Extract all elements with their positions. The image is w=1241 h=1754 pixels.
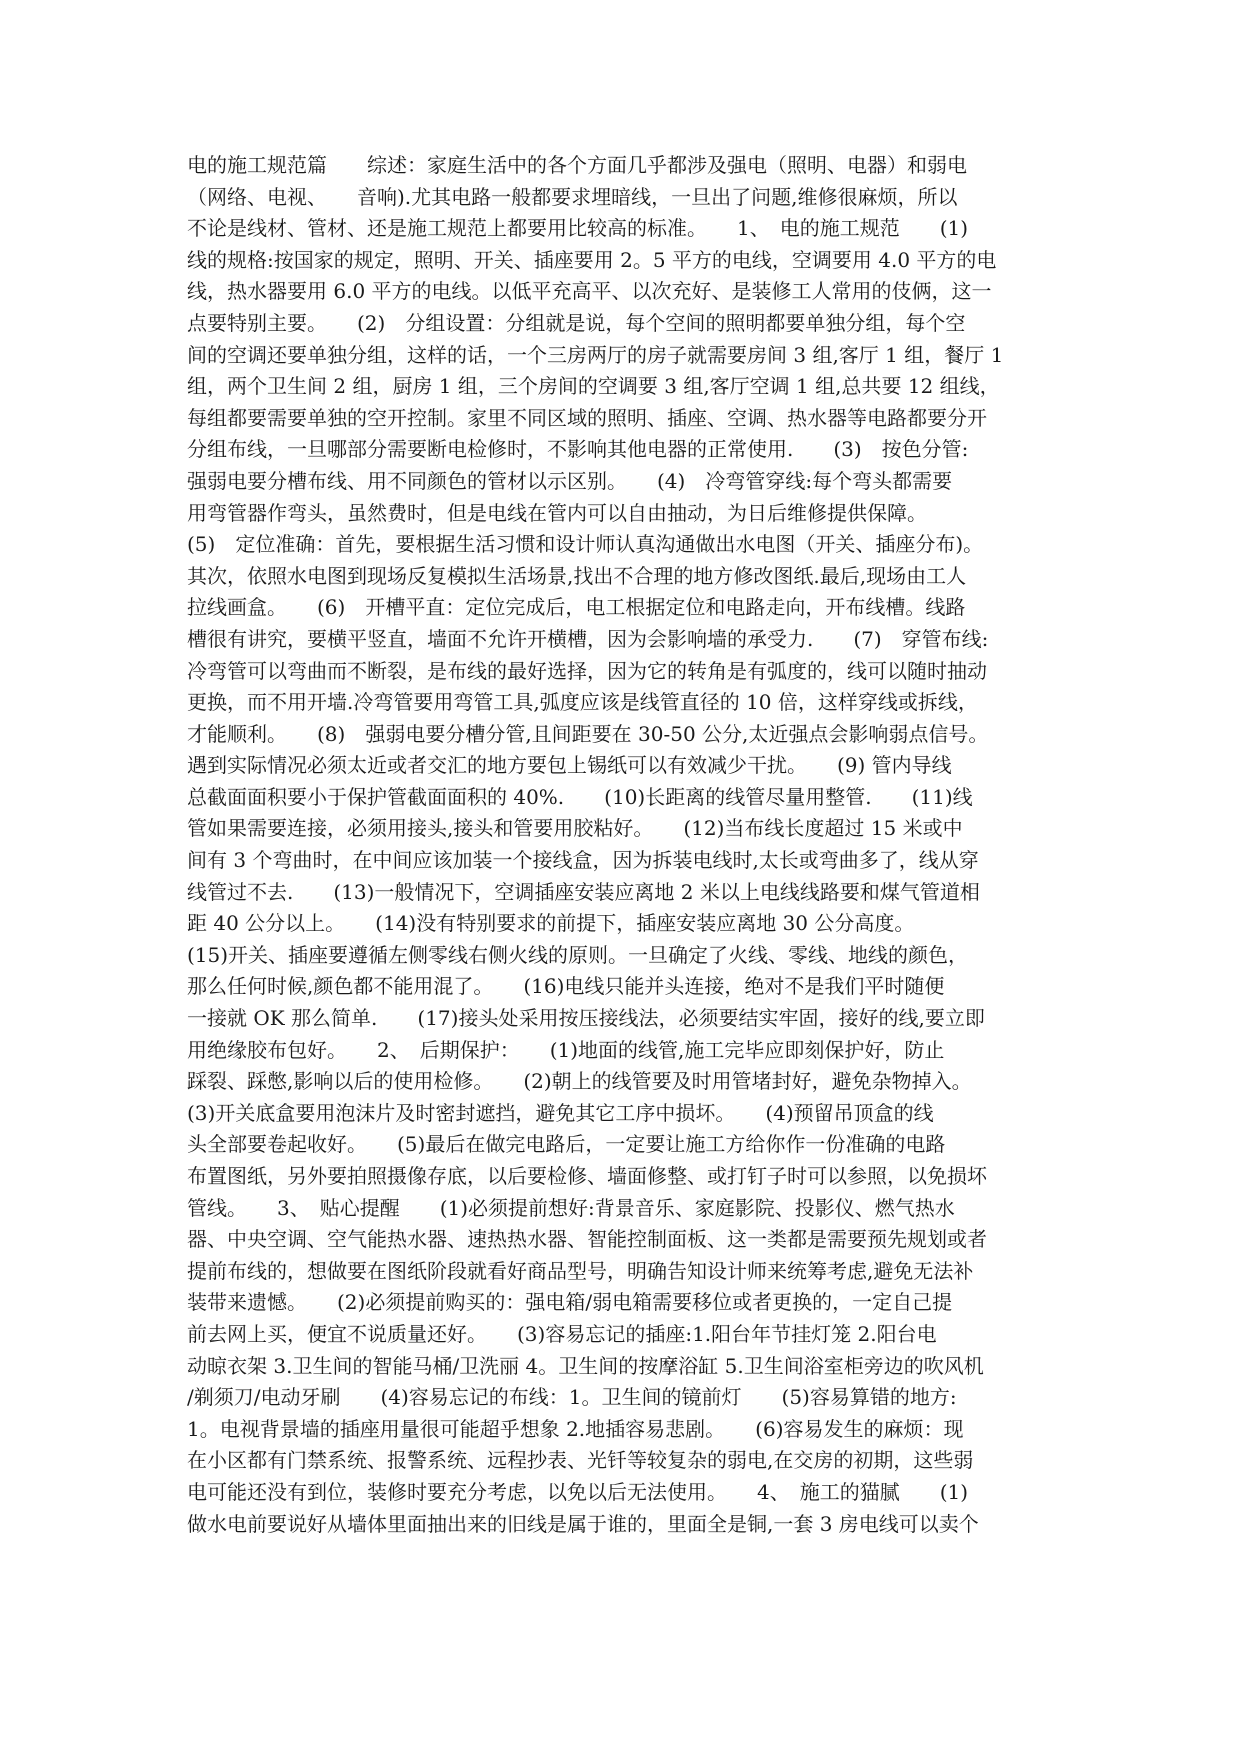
- text-line: 布置图纸，另外要拍照摄像存底，以后要检修、墙面修整、或打钉子时可以参照，以免损坏: [187, 1164, 987, 1188]
- text-line: (15)开关、插座要遵循左侧零线右侧火线的原则。一旦确定了火线、零线、地线的颜色，: [187, 942, 969, 967]
- text-line: /剃须刀/电动牙刷 (4)容易忘记的布线：1。卫生间的镜前灯 (5)容易算错的地方:: [187, 1385, 957, 1410]
- text-line: 提前布线的，想做要在图纸阶段就看好商品型号，明确告知设计师来统筹考虑,避免无法补: [187, 1258, 974, 1283]
- text-line: 点要特别主要。 (2) 分组设置：分组就是说，每个空间的照明都要单独分组，每个空: [187, 310, 966, 335]
- text-line: 每组都要需要单独的空开控制。家里不同区域的照明、插座、空调、热水器等电路都要分开: [187, 405, 987, 430]
- text-line: （网络、电视、 音响).尤其电路一般都要求埋暗线，一旦出了问题,维修很麻烦，所以: [187, 184, 958, 209]
- text-line: 动晾衣架 3.卫生间的智能马桶/卫洗丽 4。卫生间的按摩浴缸 5.卫生间浴室柜旁边的吹风机: [187, 1353, 984, 1378]
- text-line: 线管过不去. (13)一般情况下，空调插座安装应离地 2 米以上电线线路要和煤气管道相: [187, 879, 980, 904]
- text-line: 冷弯管可以弯曲而不断裂，是布线的最好选择，因为它的转角是有弧度的，线可以随时抽动: [187, 658, 987, 683]
- text-line: 管如果需要连接，必须用接头,接头和管要用胶粘好。 (12)当布线长度超过 15 米或中: [187, 816, 963, 841]
- text-line: 踩裂、踩憋,影响以后的使用检修。 (2)朝上的线管要及时用管堵封好，避免杂物掉入。: [187, 1069, 972, 1094]
- text-line: 分组布线，一旦哪部分需要断电检修时，不影响其他电器的正常使用. (3) 按色分管:: [187, 437, 969, 462]
- text-line: 槽很有讲究，要横平竖直，墙面不允许开横槽，因为会影响墙的承受力. (7) 穿管布线:: [187, 626, 989, 651]
- text-line: 距 40 公分以上。 (14)没有特别要求的前提下，插座安装应离地 30 公分高度。: [187, 911, 915, 936]
- text-line: 线的规格:按国家的规定，照明、开关、插座要用 2。5 平方的电线，空调要用 4.0 平方的电: [187, 247, 997, 272]
- text-line: 在小区都有门禁系统、报警系统、远程抄表、光钎等较复杂的弱电,在交房的初期，这些弱: [187, 1448, 974, 1473]
- text-line: 更换，而不用开墙.冷弯管要用弯管工具,弧度应该是线管直径的 10 倍，这样穿线或拆线，: [187, 690, 978, 715]
- text-line: 头全部要卷起收好。 (5)最后在做完电路后，一定要让施工方给你作一份准确的电路: [187, 1132, 946, 1157]
- text-line: 电的施工规范篇 综述：家庭生活中的各个方面几乎都涉及强电（照明、电器）和弱电: [187, 153, 967, 177]
- text-line: (3)开关底盒要用泡沫片及时密封遮挡，避免其它工序中损坏。 (4)预留吊顶盒的线: [187, 1100, 934, 1125]
- text-line: 总截面面积要小于保护管截面面积的 40%. (10)长距离的线管尽量用整管. (11)线: [187, 784, 973, 809]
- text-line: 用绝缘胶布包好。 2、 后期保护： (1)地面的线管,施工完毕应即刻保护好，防止: [187, 1037, 945, 1062]
- text-line: 用弯管器作弯头，虽然费时，但是电线在管内可以自由抽动，为日后维修提供保障。: [187, 500, 927, 525]
- text-line: 组，两个卫生间 2 组，厨房 1 组，三个房间的空调要 3 组,客厅空调 1 组,总共要 12 组线，: [187, 374, 1000, 399]
- text-line: 才能顺利。 (8) 强弱电要分槽分管,且间距要在 30-50 公分,太近强点会影响弱点信号。: [187, 721, 989, 746]
- text-line: 不论是线材、管材、还是施工规范上都要用比较高的标准。 1、 电的施工规范 (1): [187, 216, 969, 241]
- text-line: 器、中央空调、空气能热水器、速热热水器、智能控制面板、这一类都是需要预先规划或者: [187, 1227, 987, 1252]
- text-line: 一接就 OK 那么简单. (17)接头处采用按压接线法，必须要结实牢固，接好的线,要立即: [187, 1006, 985, 1031]
- text-line: 遇到实际情况必须太近或者交汇的地方要包上锡纸可以有效减少干扰。 (9) 管内导线: [187, 753, 952, 778]
- text-line: 拉线画盒。 (6) 开槽平直：定位完成后，电工根据定位和电路走向，开布线槽。线路: [187, 595, 966, 620]
- text-line: 装带来遗憾。 (2)必须提前购买的：强电箱/弱电箱需要移位或者更换的，一定自己提: [187, 1290, 953, 1315]
- text-line: 间有 3 个弯曲时，在中间应该加装一个接线盒，因为拆装电线时,太长或弯曲多了，线从穿: [187, 848, 979, 873]
- text-line: 管线。 3、 贴心提醒 (1)必须提前想好:背景音乐、家庭影院、投影仪、燃气热水: [187, 1195, 955, 1220]
- text-line: 做水电前要说好从墙体里面抽出来的旧线是属于谁的，里面全是铜,一套 3 房电线可以卖个: [187, 1511, 979, 1536]
- text-line: 间的空调还要单独分组，这样的话，一个三房两厅的房子就需要房间 3 组,客厅 1 组，餐厅 1: [187, 342, 1004, 367]
- text-line: 其次，依照水电图到现场反复模拟生活场景,找出不合理的地方修改图纸.最后,现场由工人: [187, 563, 967, 588]
- text-line: 线，热水器要用 6.0 平方的电线。以低平充高平、以次充好、是装修工人常用的伎俩，这一: [187, 279, 992, 304]
- text-line: 强弱电要分槽布线、用不同颜色的管材以示区别。 (4) 冷弯管穿线:每个弯头都需要: [187, 468, 953, 493]
- text-line: 那么任何时候,颜色都不能用混了。 (16)电线只能并头连接，绝对不是我们平时随便: [187, 974, 945, 999]
- text-line: 1。电视背景墙的插座用量很可能超乎想象 2.地插容易悲剧。 (6)容易发生的麻烦：现: [187, 1416, 964, 1441]
- text-line: 电可能还没有到位，装修时要充分考虑，以免以后无法使用。 4、 施工的猫腻 (1): [187, 1479, 969, 1504]
- text-line: 前去网上买，便宜不说质量还好。 (3)容易忘记的插座:1.阳台年节挂灯笼 2.阳台电: [187, 1321, 937, 1346]
- body-text: [187, 150, 1057, 1540]
- text-line: (5) 定位准确：首先，要根据生活习惯和设计师认真沟通做出水电图（开关、插座分布)。: [187, 532, 984, 557]
